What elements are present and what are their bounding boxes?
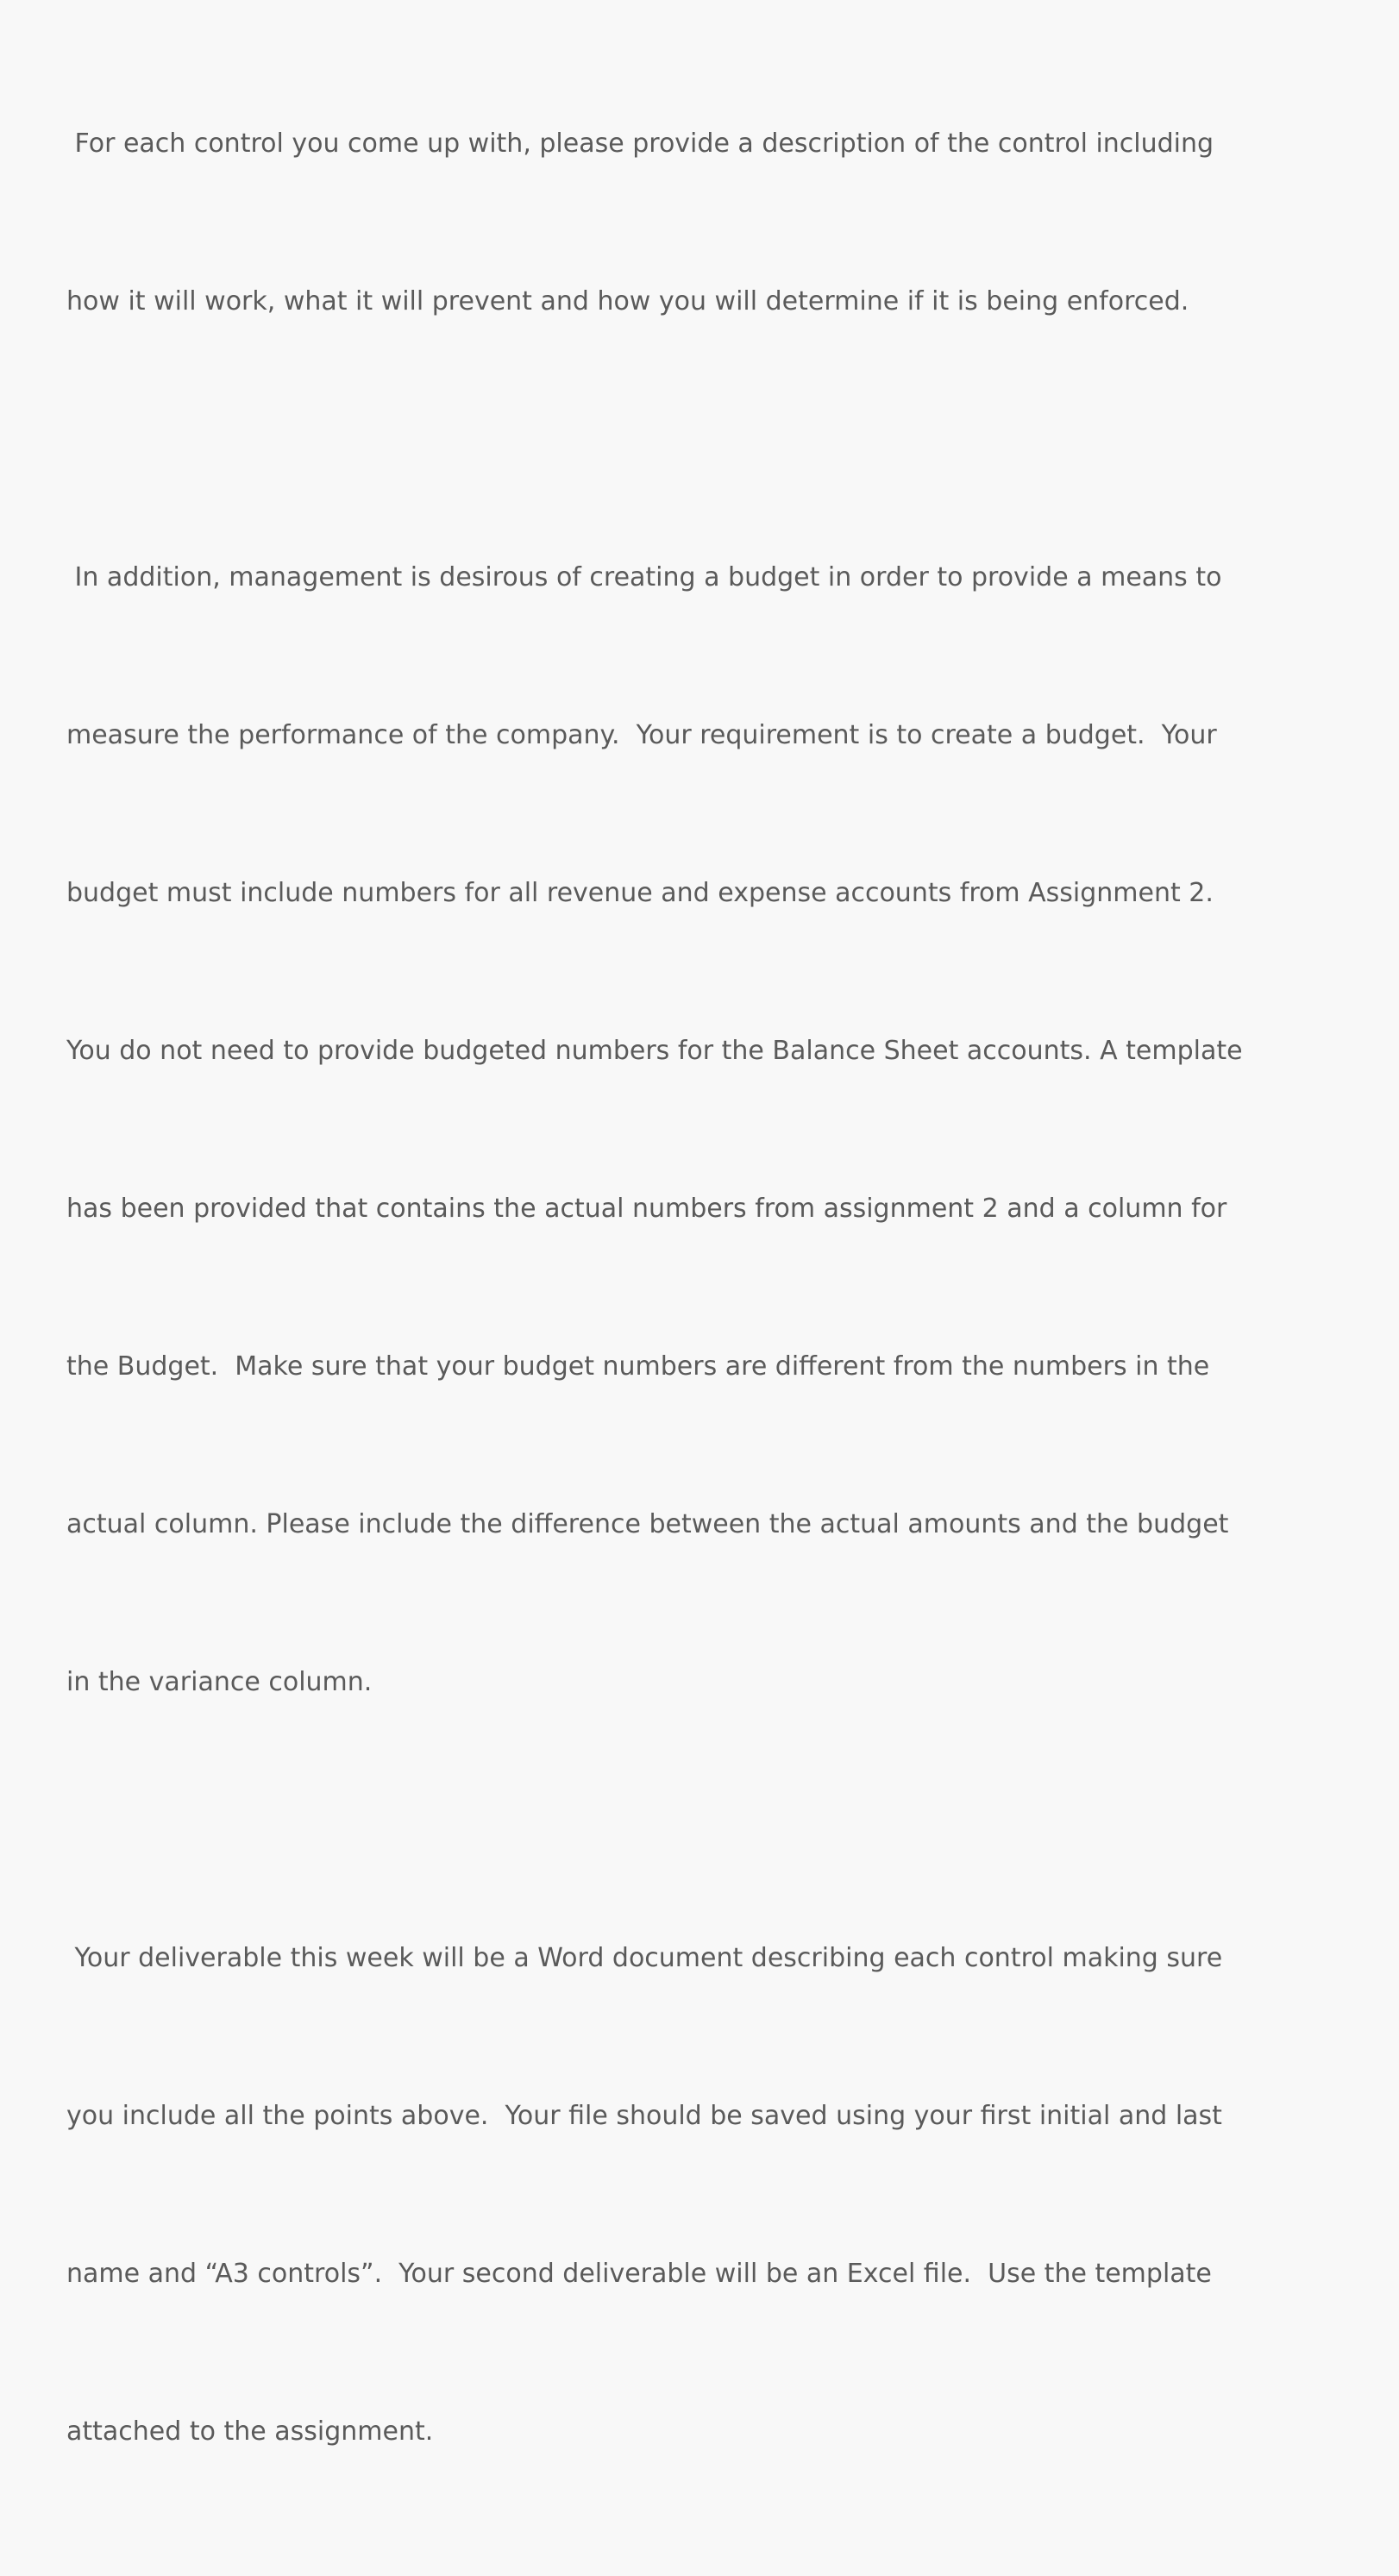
document-body <box>66 12 1334 2576</box>
text-line: Your deliverable this week will be a Word document describing each control making sure <box>66 1943 1223 1973</box>
text-line: how it will work, what it will prevent and how you will determine if it is being enforced. <box>66 286 1189 317</box>
text-line: You do not need to provide budgeted numbers for the Balance Sheet accounts. A template <box>66 1036 1243 1066</box>
text-line: measure the performance of the company. Your requirement is to create a budget. Your <box>66 720 1217 750</box>
text-line: budget must include numbers for all revenue and expense accounts from Assignment 2. <box>66 878 1214 908</box>
text-line: in the variance column. <box>66 1667 373 1697</box>
paragraph-deliverables <box>66 1827 1334 2563</box>
text-line: actual column. Please include the difference between the actual amounts and the budget <box>66 1509 1229 1539</box>
text-line: attached to the assignment. <box>66 2416 434 2447</box>
text-line: In addition, management is desirous of creating a budget in order to provide a means to <box>66 562 1222 592</box>
paragraph-budget <box>66 446 1334 1814</box>
text-line: name and “A3 controls”. Your second deliverable will be an Excel file. Use the template <box>66 2259 1212 2289</box>
paragraph-controls <box>66 12 1334 433</box>
text-line: For each control you come up with, please provide a description of the control including <box>66 128 1214 159</box>
text-line: the Budget. Make sure that your budget numbers are different from the numbers in the <box>66 1351 1210 1382</box>
text-line: you include all the points above. Your file should be saved using your first initial and last <box>66 2101 1222 2131</box>
text-line: has been provided that contains the actual numbers from assignment 2 and a column for <box>66 1194 1227 1224</box>
